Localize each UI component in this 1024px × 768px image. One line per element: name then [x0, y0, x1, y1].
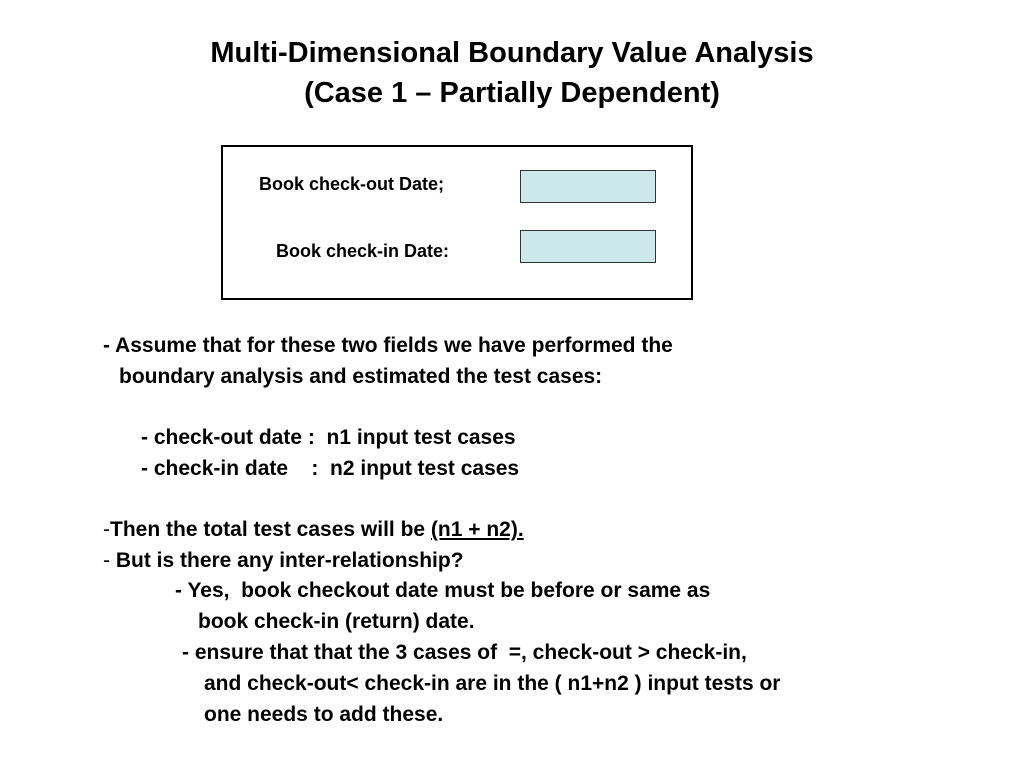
relationship-dash: - — [103, 549, 116, 572]
ensure-line-2: and check-out< check-in are in the ( n1+n2 ) input tests or — [204, 672, 781, 695]
ensure-line-3: one needs to add these. — [204, 703, 444, 726]
ensure-line-1: - ensure that that the 3 cases of =, check-out > check-in, — [182, 641, 747, 664]
total-text: Then the total test cases will be — [110, 518, 431, 541]
checkin-case-line: - check-in date : n2 input test cases — [141, 457, 520, 480]
relationship-text: But is there any inter-relationship? — [115, 549, 464, 572]
checkout-case-line: - check-out date : n1 input test cases — [141, 426, 516, 449]
title-line-2: (Case 1 – Partially Dependent) — [304, 77, 720, 109]
yes-line-1: - Yes, book checkout date must be before or same as — [175, 579, 711, 602]
total-dash: - — [103, 518, 110, 541]
yes-line-2: book check-in (return) date. — [198, 610, 475, 633]
relationship-line — [103, 548, 464, 574]
assume-line-2: boundary analysis and estimated the test cases: — [119, 365, 603, 388]
checkin-date-label: Book check-in Date: — [276, 241, 450, 261]
title-line-1: Multi-Dimensional Boundary Value Analysis — [210, 37, 814, 69]
checkout-date-label: Book check-out Date; — [259, 174, 445, 194]
total-formula: (n1 + n2). — [430, 518, 524, 541]
assume-line-1: - Assume that for these two fields we have performed the — [103, 334, 673, 357]
total-line — [103, 517, 524, 543]
